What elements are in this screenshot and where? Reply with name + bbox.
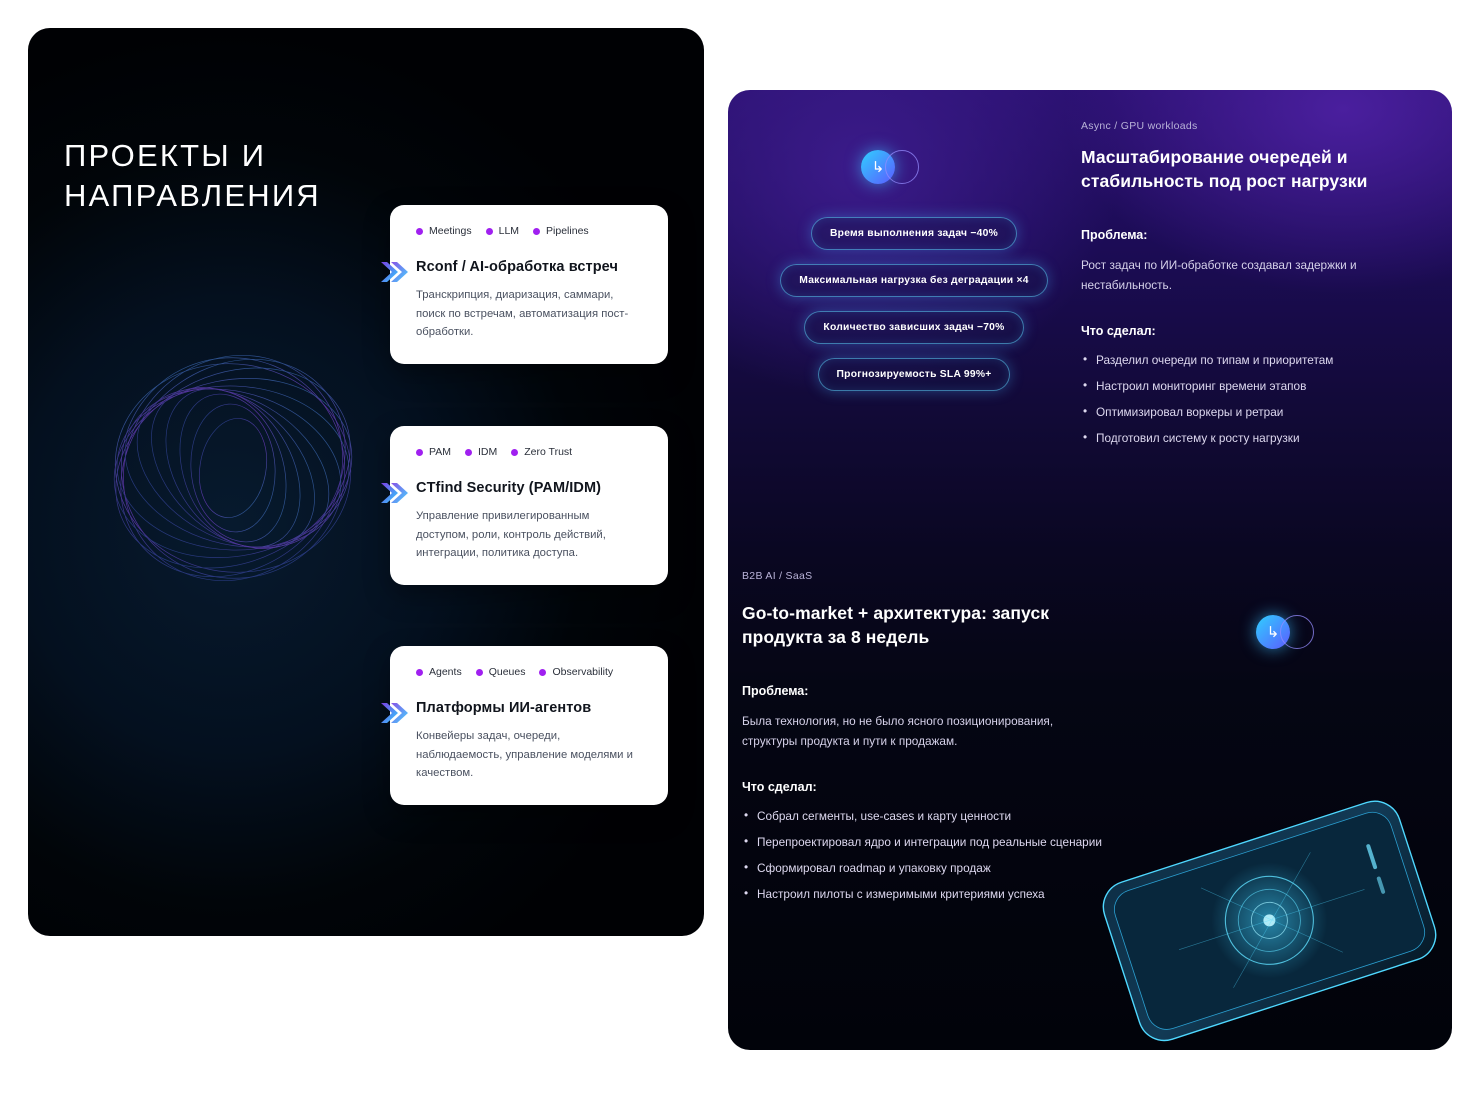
card-body: Транскрипция, диаризация, саммари, поиск по встречам, автоматизация пост-обработки. xyxy=(416,289,629,339)
card-tag-label: IDM xyxy=(477,446,498,458)
metric-pill: Время выполнения задач −40% xyxy=(811,217,1017,250)
card-tag xyxy=(416,446,451,458)
list-item: • Разделил очереди по типам и приоритетам xyxy=(1081,351,1411,370)
list-item: • Настроил пилоты с измеримыми критериями успеха xyxy=(742,885,1102,904)
case-eyebrow: B2B AI / SaaS xyxy=(742,570,813,582)
card-tag xyxy=(511,446,572,458)
card-tag-label: Meetings xyxy=(429,225,472,237)
tag-dot-icon xyxy=(511,449,518,456)
arrow-loop-icon: ↳ xyxy=(861,150,895,184)
tag-dot-icon xyxy=(486,228,493,235)
tag-dot-icon xyxy=(533,228,540,235)
card-tag-label: PAM xyxy=(429,446,451,458)
metric-pill: Прогнозируемость SLA 99%+ xyxy=(818,358,1011,391)
actions-list xyxy=(1081,351,1411,448)
project-card[interactable] xyxy=(390,205,668,364)
problem-text: Была технология, но не было ясного позиционирования, структуры продукта и пути к продажам. xyxy=(742,713,1054,749)
chevron-right-icon xyxy=(378,698,408,728)
card-tag xyxy=(486,225,519,237)
page-title xyxy=(64,136,321,215)
page-title-line-1: ПРОЕКТЫ И xyxy=(64,138,267,173)
card-title: Rconf / AI-обработка встреч xyxy=(416,259,618,275)
actions-label: Что сделал: xyxy=(1081,323,1156,338)
phone-artwork xyxy=(1054,760,1452,1050)
metric-pill: Максимальная нагрузка без деградации ×4 xyxy=(780,264,1047,297)
case-top-text xyxy=(1081,120,1411,455)
card-tag xyxy=(476,666,526,678)
project-card[interactable] xyxy=(390,426,668,585)
case-title: Go-to-market + архитектура: запуск продукта за 8 недель xyxy=(742,603,1050,647)
problem-label: Проблема: xyxy=(1081,227,1148,242)
case-bottom-badge-icon xyxy=(1256,615,1322,649)
tag-dot-icon xyxy=(416,449,423,456)
card-tag xyxy=(416,666,462,678)
chevron-right-icon xyxy=(378,478,408,508)
card-tag xyxy=(533,225,589,237)
card-tag-label: Queues xyxy=(488,666,526,678)
page-title-line-2: НАПРАВЛЕНИЯ xyxy=(64,177,321,213)
card-tag xyxy=(539,666,613,678)
list-item: • Настроил мониторинг времени этапов xyxy=(1081,377,1411,396)
card-tag-label: LLM xyxy=(498,225,520,237)
card-tag-label: Zero Trust xyxy=(524,446,573,458)
case-eyebrow: Async / GPU workloads xyxy=(1081,120,1198,132)
problem-text: Рост задач по ИИ-обработке создавал задержки и нестабильность. xyxy=(1081,257,1357,293)
list-item: • Оптимизировал воркеры и ретраи xyxy=(1081,403,1411,422)
card-tag-list xyxy=(416,666,642,678)
card-tag xyxy=(416,225,472,237)
card-title: CTfind Security (PAM/IDM) xyxy=(416,480,602,496)
case-top-metrics xyxy=(764,217,1064,391)
project-card[interactable] xyxy=(390,646,668,805)
actions-label: Что сделал: xyxy=(742,779,817,794)
card-tag-list xyxy=(416,446,642,458)
case-bottom-text xyxy=(742,570,1102,911)
list-item: • Подготовил систему к росту нагрузки xyxy=(1081,429,1411,448)
card-tag-label: Pipelines xyxy=(546,225,589,237)
badge-outline-circle xyxy=(885,150,919,184)
card-tag-list xyxy=(416,225,642,237)
case-title: Масштабирование очередей и стабильность под рост нагрузки xyxy=(1081,147,1368,191)
list-item: • Собрал сегменты, use-cases и карту ценности xyxy=(742,807,1102,826)
card-tag-label: Agents xyxy=(429,666,462,678)
tag-dot-icon xyxy=(416,669,423,676)
left-slide xyxy=(28,28,704,936)
list-item: • Перепроектировал ядро и интеграции под реальные сценарии xyxy=(742,833,1102,852)
arrow-loop-icon: ↳ xyxy=(1256,615,1290,649)
tag-dot-icon xyxy=(476,669,483,676)
tag-dot-icon xyxy=(465,449,472,456)
badge-outline-circle xyxy=(1280,615,1314,649)
tag-dot-icon xyxy=(416,228,423,235)
actions-list xyxy=(742,807,1102,904)
card-body: Конвейеры задач, очереди, наблюдаемость, управление моделями и качеством. xyxy=(416,730,633,780)
chevron-right-icon xyxy=(378,257,408,287)
card-tag-label: Observability xyxy=(552,666,614,678)
problem-label: Проблема: xyxy=(742,683,809,698)
list-item: • Сформировал roadmap и упаковку продаж xyxy=(742,859,1102,878)
decorative-swirl-graphic xyxy=(68,308,398,628)
card-tag xyxy=(465,446,497,458)
right-slide xyxy=(728,90,1452,1050)
tag-dot-icon xyxy=(539,669,546,676)
card-title: Платформы ИИ-агентов xyxy=(416,700,592,716)
case-top-badge-icon xyxy=(861,150,927,184)
card-body: Управление привилегированным доступом, роли, контроль действий, интеграции, политика доступа. xyxy=(416,510,606,560)
metric-pill: Количество зависших задач −70% xyxy=(804,311,1023,344)
